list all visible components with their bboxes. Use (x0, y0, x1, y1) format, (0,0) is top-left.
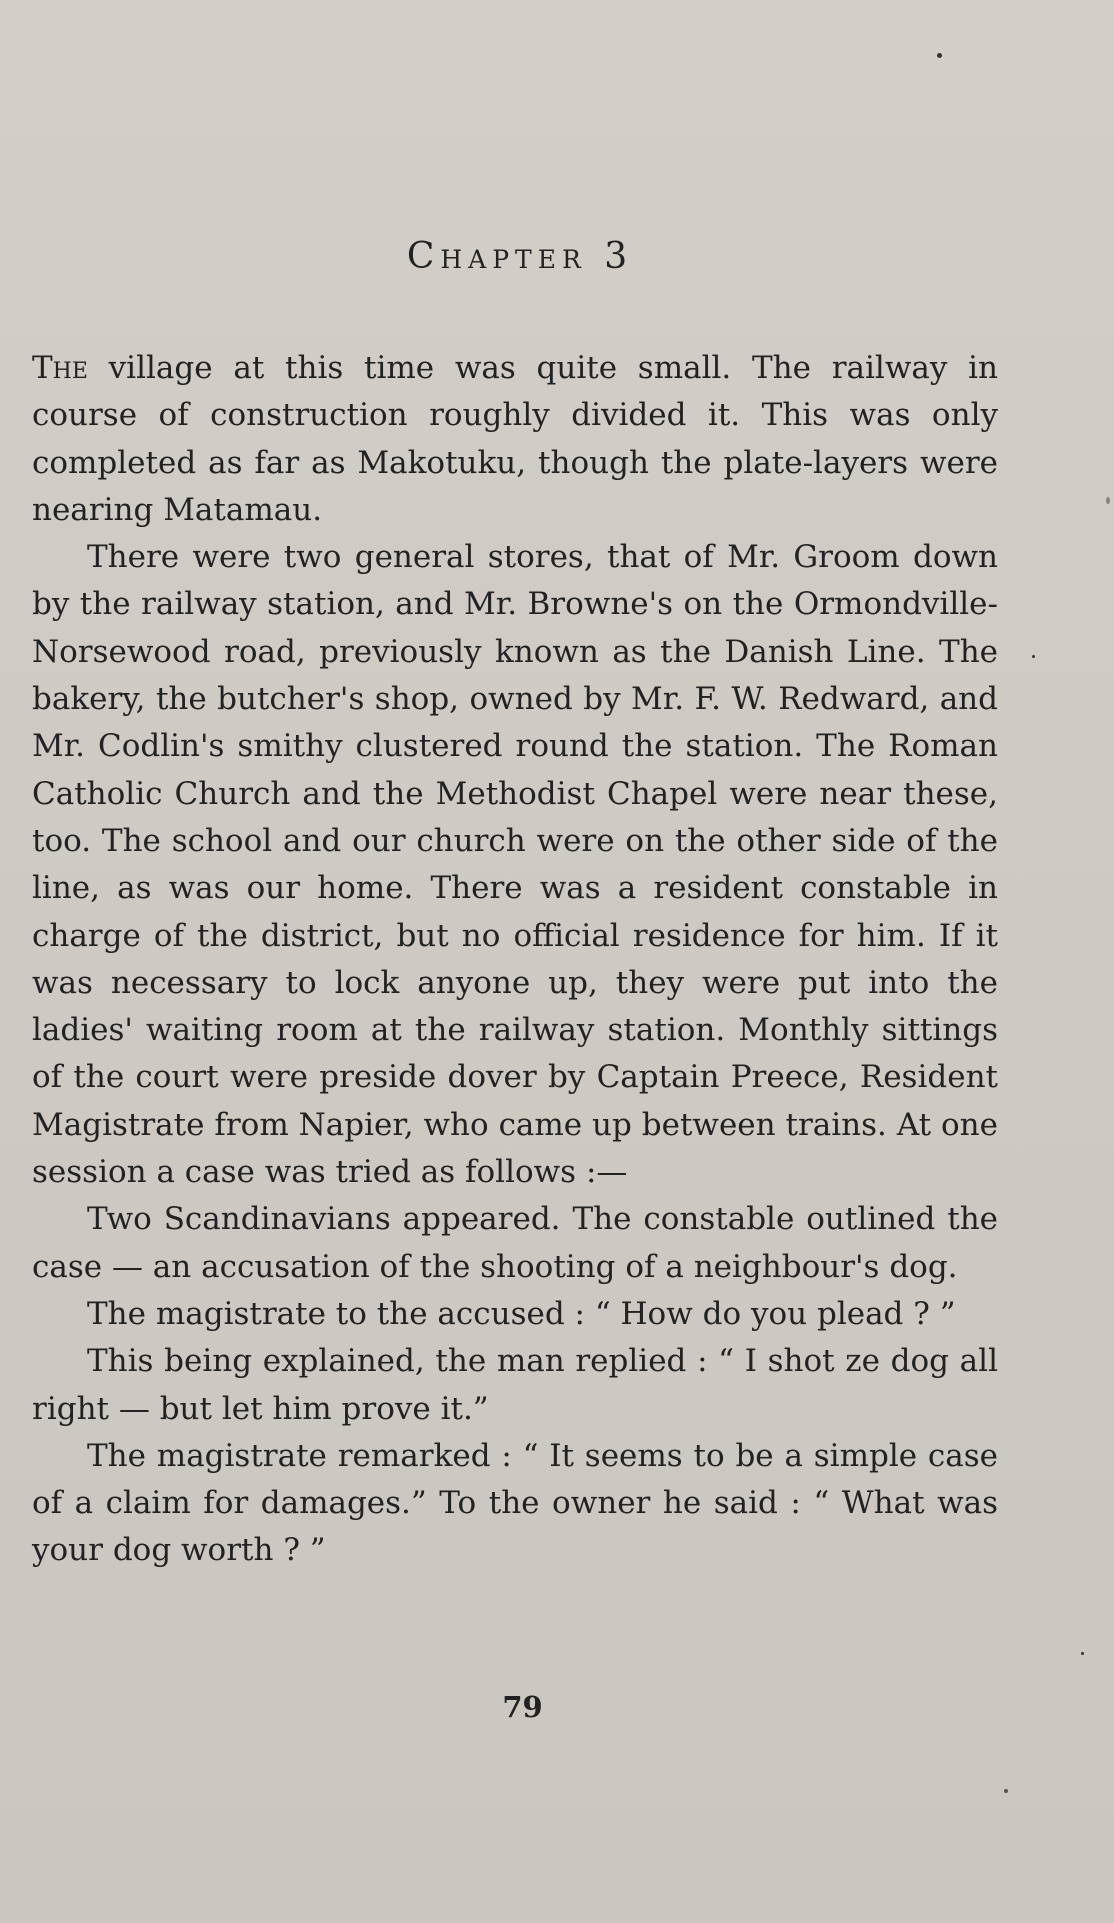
paper-speck (1081, 1652, 1084, 1655)
body-text (32, 345, 998, 1575)
chapter-heading: Chapter 3 (406, 236, 634, 277)
paper-speck (1032, 655, 1035, 658)
paragraph-5: This being explained, the man replied : “ I shot ze dog all right — but let him prove it.” (32, 1343, 998, 1427)
paragraph-3: Two Scandinavians appeared. The constable outlined the case — an accusation of the shooting of a neighbour's dog. (32, 1201, 998, 1285)
paper-speck (1004, 1789, 1008, 1793)
page-number: 79 (502, 1690, 543, 1724)
paragraph-4: The magistrate to the accused : “ How do you plead ? ” (87, 1295, 956, 1332)
paragraph-2: There were two general stores, that of Mr. Groom down by the railway station, and Mr. Browne's on the Ormondville-Norsewood road, previously known as the Danish Line. The bakery, the butcher's shop, owned by Mr. F. W. Redward, and Mr. Codlin's smithy clustered round the station. The Roman Catholic Church and the Methodist Chapel were near these, too. The school and our church were on the other side of the line, as was our home. There was a resident constable in charge of the district, but no official residence for him. If it was necessary to lock anyone up, they were put into the ladies' waiting room at the railway station. Monthly sittings of the court were preside dover by Captain Preece, Resident Magistrate from Napier, who came up between trains. At one session a case was tried as follows :— (32, 539, 998, 1191)
paragraph-6: The magistrate remarked : “ It seems to be a simple case of a claim for damages.” To the owner he said : “ What was your dog worth ? ” (32, 1437, 998, 1569)
paper-speck (1106, 497, 1110, 504)
paragraph-text: village at this time was quite small. The railway in course of construction roughly divided it. This was only completed as far as Makotuku, though the plate-layers were nearing Matamau. (32, 350, 998, 528)
paragraph-1 (32, 345, 998, 534)
paragraph-lead-word: The (32, 350, 88, 386)
paper-speck (937, 53, 942, 58)
